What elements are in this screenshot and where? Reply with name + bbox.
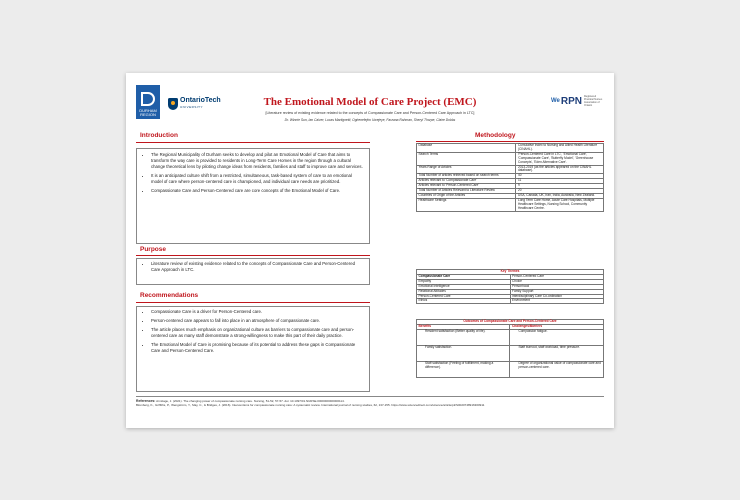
table-row: Total Number of articles retrieved based on search terms 40 (417, 174, 604, 179)
table-row: Emotional Intelligence Personhood (417, 284, 604, 289)
recommendations-heading: Recommendations (140, 292, 199, 299)
intro-bullet: • The Regional Municipality of Durham seeks to develop and pilot an Emotional Model of Care that aims to transform the way care is provided to residents in Long-Term Care Homes in the region through a cultural change theoretical lens by piloting change ideas from residents, families and staff to improve care and services. (151, 152, 363, 170)
table-row: Empathy Choice (417, 279, 604, 284)
intro-bullet: • It is an anticipated culture shift from a restricted, simultaneous, task-based system of care to an emotional model of care where person-centered care is championed, and individual care needs are prioritized. (151, 173, 363, 185)
table-row: Ethics Environment (417, 299, 604, 304)
rpn-logo-we: We (550, 98, 560, 104)
purpose-bullet: • Literature review of existing evidence related to the concepts of Compassionate Care and Person-Centered Care Approach in LTC. (151, 261, 363, 273)
recommendations-rule (136, 302, 370, 303)
recommendation-bullet: • The article places much emphasis on organizational culture as barriers to compassionate care and person-centered care as many staff demonstrate a strong-willingness to make this part of their daily practice. (151, 327, 363, 339)
table-row: Relational Attitudes Family Support (417, 289, 604, 294)
reference-item: Blomberg, K., Griffiths, P., Wengström, Y., May, C., & Bridges, J. (2016). Interventions for compassionate nursing care: A systematic review. International journal of nursing studies, 62, 137-155. https://www.sciencedirect.com/science/article/pii/S0020748916300911 (136, 403, 485, 408)
recommendation-bullet: • Compassionate Care is a driver for Person-Centered care. (151, 309, 363, 315)
poster-authors: Dr. Winnie Sun, Ian Calver, Lucas Martignetti, Oghenefejiro Uwejeye, Farzana Rahman, Sheryl Thorpe, Claire Dobbs (284, 118, 456, 122)
purpose-heading: Purpose (140, 246, 167, 253)
methodology-heading: Methodology (475, 132, 516, 139)
poster (126, 73, 614, 428)
introduction-box (136, 148, 370, 244)
table-header-row: Benefits Challenges/Barriers (417, 324, 604, 329)
table-row: Years Range of Articles 2013-2019 (as the articles appeared on the CINAHL database). (417, 165, 604, 174)
methodology-table (416, 143, 604, 212)
durham-logo-text: DURHAM REGION (139, 108, 157, 117)
table-row: Total Number of Articles Relevant to Literature Review 20 (417, 189, 604, 194)
key-themes-table (416, 269, 604, 304)
recommendations-box (136, 306, 370, 392)
rpn-logo-sub: Registered Practical Nurses Association of Ontario (584, 95, 603, 107)
table-row: Database Cumulative Index to Nursing and Allied Health Literature (CINAHL). (417, 144, 604, 153)
purpose-rule (136, 255, 370, 256)
recommendation-bullet: • Person-centered care appears to fall into place in an atmosphere of compassionate care. (151, 318, 363, 324)
poster-subtitle: [Literature review of existing evidence related to the concepts of Compassionate Care and Person-Centered Care Approach in LTC] (265, 111, 475, 115)
references-label: References: (136, 399, 156, 403)
table-row: Articles relevant to 'Person-Centered Care' 9 (417, 184, 604, 189)
purpose-box (136, 258, 370, 285)
table-row: Resident satisfaction (Better quality of life). Compassion fatigue. (417, 329, 604, 345)
table-row: Staff satisfaction (Feeling of fulfillment, making a difference). Degree of organizational value of compassionate care and person-centered care. (417, 361, 604, 377)
table-row: Healthcare Settings Long Term Care Home, Acute Care Hospitals, Multiple Healthcare Settings, Nursing School, Community Healthcare Centre. (417, 198, 604, 211)
methodology-rule (416, 141, 604, 142)
table-row: Person-Centered Care Interdisciplinary Care Co-ordination (417, 294, 604, 299)
reference-item: Armitage, J. (2021). The changing power of compassionate nursing care. Nursing, 51-52, 57-57. doi: 10.1097/01.NURSE.0000000000000114. (156, 399, 345, 403)
table-row: Articles relevant to 'Compassionate Care' 11 (417, 179, 604, 184)
table-header-row: Compassionate Care Person-Centered Care (417, 274, 604, 279)
outcomes-table (416, 319, 604, 378)
references (136, 396, 604, 407)
introduction-heading: Introduction (140, 132, 178, 139)
recommendation-bullet: • The Emotional Model of Care is promising because of its potential to address these gaps in Compassionate Care and Person-Centered Care. (151, 342, 363, 354)
poster-title: The Emotional Model of Care Project (EMC) (263, 96, 477, 108)
ontario-tech-sub: UNIVERSITY (180, 105, 204, 109)
introduction-rule (136, 142, 370, 143)
rpn-logo-main: RPN (560, 95, 582, 107)
outcomes-caption: Outcomes of Compassionate Care and Person-Centered Care (417, 320, 604, 325)
ontario-tech-name: OntarioTech (180, 97, 221, 104)
table-row: Search Terms 'Person-Centered Care in LTC', 'Emotional Care', 'Compassionate Care', 'Butterfly Model', 'Greenhouse Concepts', 'Eden Alternative Care'. (417, 152, 604, 165)
key-themes-caption: Key Themes (417, 270, 604, 275)
intro-bullet: • Compassionate Care and Person-Centered care are core concepts of the Emotional Model of Care. (151, 188, 363, 194)
table-row: Family satisfaction. Staff burnout, staff workload, time pressure. (417, 345, 604, 361)
table-row: Countries of Origin of the Articles USA, Canada, UK, Iran, India, Australia, New Zealand. (417, 193, 604, 198)
